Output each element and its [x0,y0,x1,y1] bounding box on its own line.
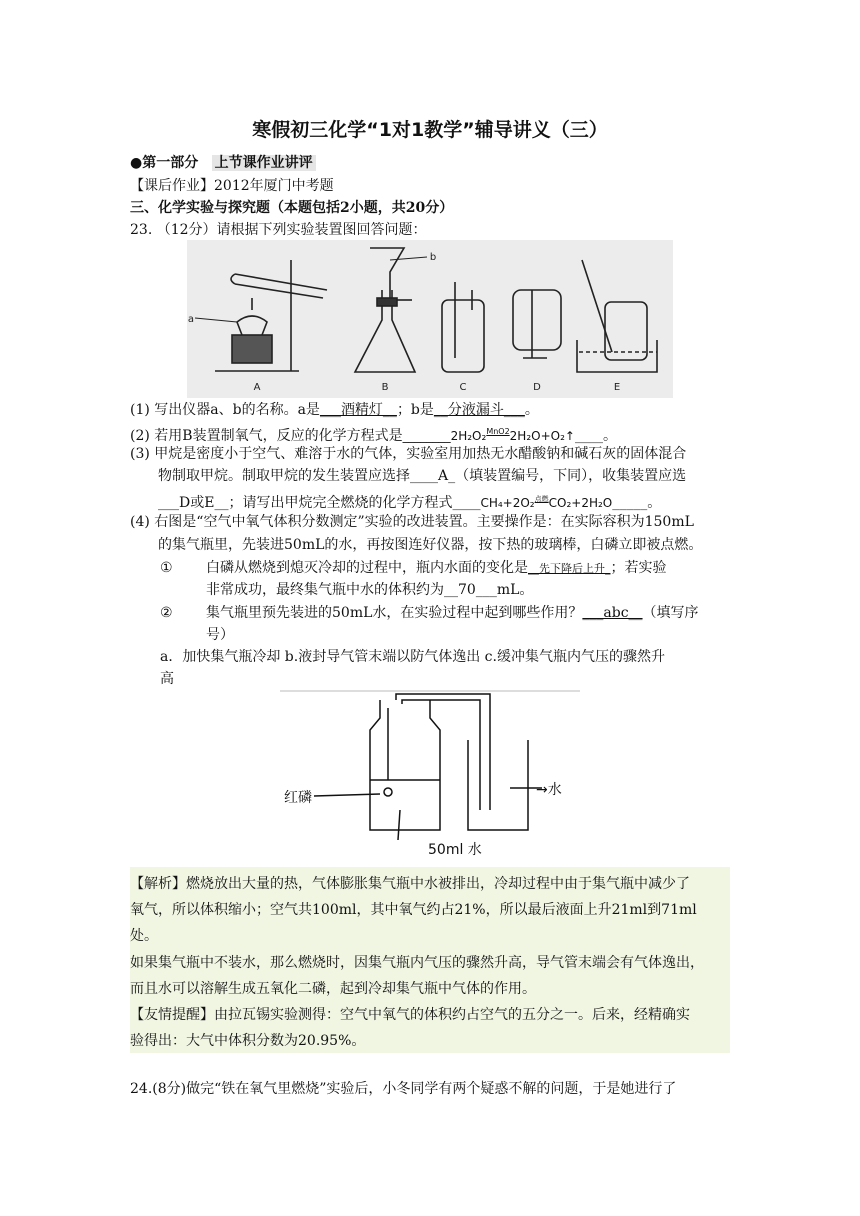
sub1-line2: 非常成功，最终集气瓶中水的体积约为__70___mL。 [206,582,534,598]
part1-heading [130,152,316,174]
q23-p2-catalyst: MnO2 [486,427,510,436]
sketch-figure [280,690,580,860]
q23-part1 [130,399,539,421]
apparatus-label-d: D [533,382,541,393]
sketch-label-phosphorus: 红磷 [284,790,312,806]
q23-p2-prefix: (2) 若用B装置制氧气，反应的化学方程式是 [130,428,403,444]
analysis-line1: 【解析】燃烧放出大量的热，气体膨胀集气瓶中水被排出，冷却过程中由于集气瓶中减少了 [130,876,690,892]
q23-p2-end: ____。 [574,428,617,444]
q23-p1-mid: ；b是 [396,402,434,418]
analysis-line3: 处。 [130,928,158,944]
q23-p3-condition: 点燃 [534,495,549,503]
q23-p1-prefix: (1) 写出仪器a、b的名称。a是 [130,402,320,418]
apparatus-drawing [187,240,673,398]
q23-p3-end: _____。 [612,495,662,511]
sketch-label-water: →水 [536,782,562,798]
q23-p1-answer-a: ___酒精灯__ [319,402,397,418]
apparatus-label-a-big: A [253,382,261,393]
q23-p2-eq-lhs: ________2H₂O₂ [402,429,487,443]
apparatus-label-e: E [613,382,621,393]
part1-label: ●第一部分 [130,155,199,171]
q23-p1-end: 。 [524,402,539,418]
apparatus-figure [187,240,673,398]
q23-part3-line1: (3) 甲烷是密度小于空气、难溶于水的气体，实验室用加热无水醋酸钠和碱石灰的固体混合 [130,446,687,462]
sub2-answer: ___abc__ [582,605,643,621]
q23-p3-prefix: ___D或E__；请写出甲烷完全燃烧的化学方程式____ [158,495,481,511]
part1-name: 上节课作业讲评 [212,155,316,171]
options-line1: a．加快集气瓶冷却 b.液封导气管末端以防气体逸出 c.缓冲集气瓶内气压的骤然升 [160,649,665,665]
sub1-answer: __先下降后上升_ [528,562,611,575]
sub2-number: ② [160,605,173,621]
sub1-line1 [206,557,667,580]
analysis-line2: 氧气，所以体积缩小；空气共100ml，其中氧气约占21%，所以最后液面上升21ml到71ml [130,902,697,918]
sub2-line2: 号） [206,627,234,643]
sub2-line1 [206,602,699,624]
section-heading: 三、化学实验与探究题（本题包括2小题，共20分） [130,200,454,216]
q23-part3-line2: 物制取甲烷。制取甲烷的发生装置应选择____A_（填装置编号，下同），收集装置应选 [158,468,687,484]
analysis-line7: 验得出：大气中体积分数为20.95%。 [130,1033,366,1049]
sketch-label-water50: 50ml 水 [428,842,482,858]
apparatus-label-c: C [459,382,467,393]
options-line2: 高 [160,671,174,687]
q23-p2-eq-rhs: 2H₂O+O₂↑ [509,429,575,443]
sub1-end: ；若实验 [610,560,667,576]
apparatus-label-b-big: B [381,382,389,393]
q23-stem: 23. （12分）请根据下列实验装置图回答问题： [130,222,427,238]
q23-p3-eq-lhs: CH₄+2O₂ [480,496,535,510]
sketch-drawing [280,690,580,860]
page-title: 寒假初三化学“1对1教学”辅导讲义（三） [252,119,608,141]
q23-p3-eq-rhs: CO₂+2H₂O [548,496,613,510]
analysis-line4: 如果集气瓶中不装水，那么燃烧时，因集气瓶内气压的骤然升高，导气管末端会有气体逸出， [130,955,704,971]
q24-stem: 24.(8分)做完“铁在氧气里燃烧”实验后，小冬同学有两个疑惑不解的问题，于是她进行了 [130,1081,677,1097]
sub2-end: （填写序 [642,605,699,621]
sub1-prefix: 白磷从燃烧到熄灭冷却的过程中，瓶内水面的变化是 [206,560,528,576]
homework-line: 【课后作业】2012年厦门中考题 [130,178,334,194]
pointer-label-a: a [187,314,195,325]
q23-part4-line1: (4) 右图是“空气中氧气体积分数测定”实验的改进装置。主要操作是：在实际容积为150mL [130,514,694,530]
sub2-prefix: 集气瓶里预先装进的50mL水，在实验过程中起到哪些作用？ [206,605,583,621]
q23-part4-line2: 的集气瓶里，先装进50mL的水，再按图连好仪器，按下热的玻璃棒，白磷立即被点燃。 [158,537,703,553]
analysis-line6: 【友情提醒】由拉瓦锡实验测得：空气中氧气的体积约占空气的五分之一。后来，经精确实 [130,1007,690,1023]
analysis-line5: 而且水可以溶解生成五氧化二磷，起到冷却集气瓶中气体的作用。 [130,981,536,997]
pointer-label-b: b [429,252,437,263]
sub1-number: ① [160,560,173,576]
q23-p1-answer-b: __分液漏斗___ [433,402,525,418]
